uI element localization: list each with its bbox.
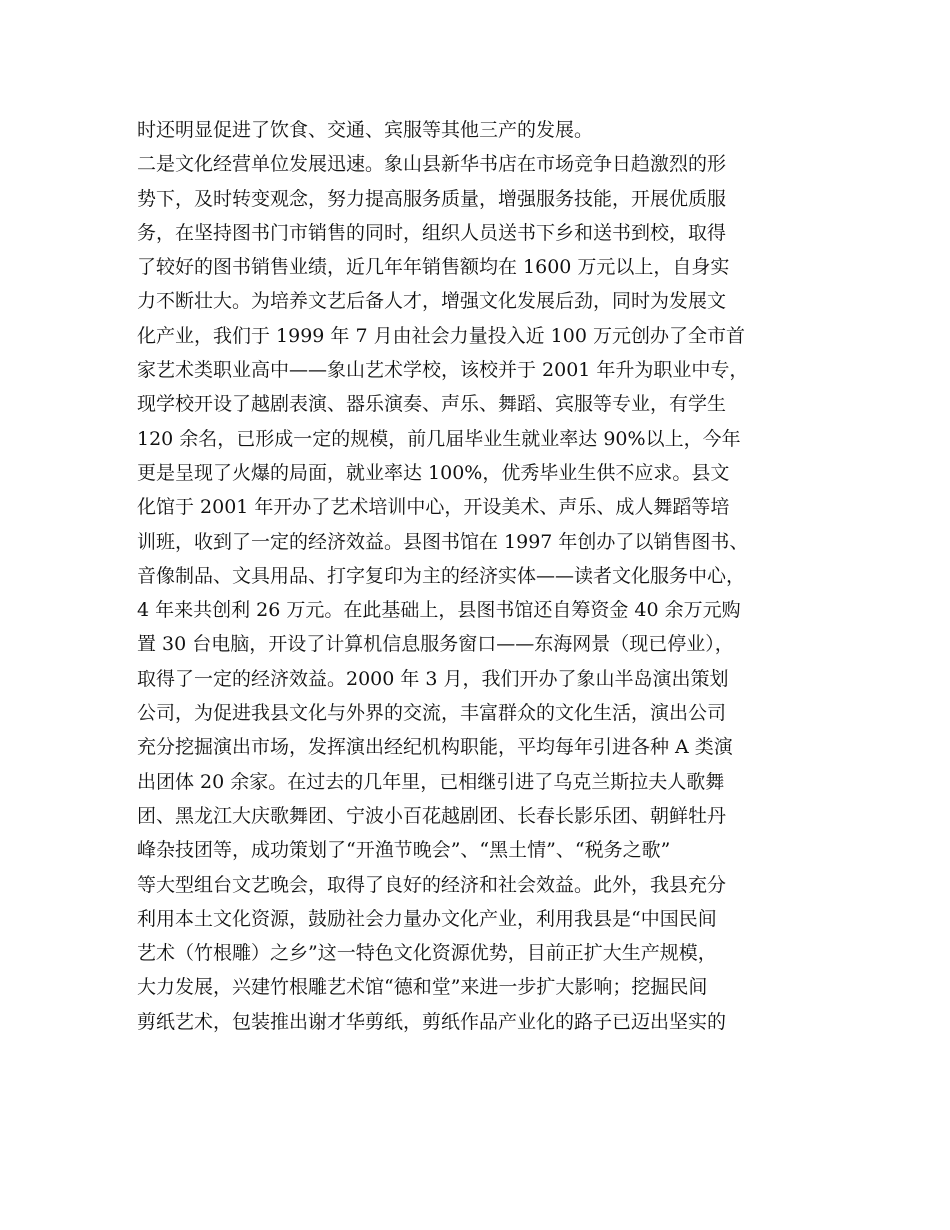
text-line: 团、黑龙江大庆歌舞团、宁波小百花越剧团、长春长影乐团、朝鲜牡丹 [137, 804, 727, 827]
text-line: 利用本土文化资源，鼓励社会力量办文化产业，利用我县是“中国民间 [137, 907, 717, 930]
text-line: 化产业，我们于 1999 年 7 月由社会力量投入近 100 万元创办了全市首 [137, 324, 745, 347]
text-line: 剪纸艺术，包装推出谢才华剪纸，剪纸作品产业化的路子已迈出坚实的 [137, 1010, 727, 1033]
text-line: 等大型组台文艺晚会，取得了良好的经济和社会效益。此外，我县充分 [137, 873, 727, 896]
text-line: 务，在坚持图书门市销售的同时，组织人员送书下乡和送书到校，取得 [137, 221, 727, 244]
text-line: 公司，为促进我县文化与外界的交流，丰富群众的文化生活，演出公司 [137, 702, 727, 725]
text-line: 时还明显促进了饮食、交通、宾服等其他三产的发展。 [137, 119, 594, 141]
text-line: 更是呈现了火爆的局面，就业率达 100%，优秀毕业生供不应求。县文 [137, 461, 730, 484]
text-line: 训班，收到了一定的经济效益。县图书馆在 1997 年创办了以销售图书、 [137, 530, 749, 553]
body-text [137, 113, 827, 1039]
text-line: 峰杂技团等，成功策划了“开渔节晚会”、“黑土情”、“税务之歌” [137, 839, 671, 862]
text-line: 艺术（竹根雕）之乡”这一特色文化资源优势，目前正扩大生产规模， [137, 942, 717, 965]
text-line: 120 余名，已形成一定的规模，前几届毕业生就业率达 90%以上，今年 [137, 427, 741, 450]
text-line: 出团体 20 余家。在过去的几年里，已相继引进了乌克兰斯拉夫人歌舞 [137, 770, 725, 793]
text-line: 现学校开设了越剧表演、器乐演奏、声乐、舞蹈、宾服等专业，有学生 [137, 393, 727, 416]
text-line: 取得了一定的经济效益。2000 年 3 月，我们开办了象山半岛演出策划 [137, 667, 729, 690]
text-line: 充分挖掘演出市场，发挥演出经纪机构职能，平均每年引进各种 A 类演 [137, 736, 733, 759]
text-line: 4 年来共创利 26 万元。在此基础上，县图书馆还自筹资金 40 余万元购 [137, 599, 741, 622]
text-line: 二是文化经营单位发展迅速。象山县新华书店在市场竞争日趋激烈的形 [137, 153, 727, 176]
text-line: 力不断壮大。为培养文艺后备人才，增强文化发展后劲，同时为发展文 [137, 290, 727, 313]
text-line: 家艺术类职业高中——象山艺术学校，该校并于 2001 年升为职业中专， [137, 359, 749, 382]
text-line: 势下，及时转变观念，努力提高服务质量，增强服务技能，开展优质服 [137, 187, 727, 210]
text-line: 了较好的图书销售业绩，近几年年销售额均在 1600 万元以上，自身实 [137, 256, 730, 279]
text-line: 化馆于 2001 年开办了艺术培训中心，开设美术、声乐、成人舞蹈等培 [137, 496, 730, 519]
text-line: 音像制品、文具用品、打字复印为主的经济实体——读者文化服务中心， [137, 564, 746, 587]
text-line: 置 30 台电脑，开设了计算机信息服务窗口——东海网景（现已停业）， [137, 633, 734, 656]
text-line: 大力发展，兴建竹根雕艺术馆“德和堂”来进一步扩大影响；挖掘民间 [137, 976, 708, 999]
